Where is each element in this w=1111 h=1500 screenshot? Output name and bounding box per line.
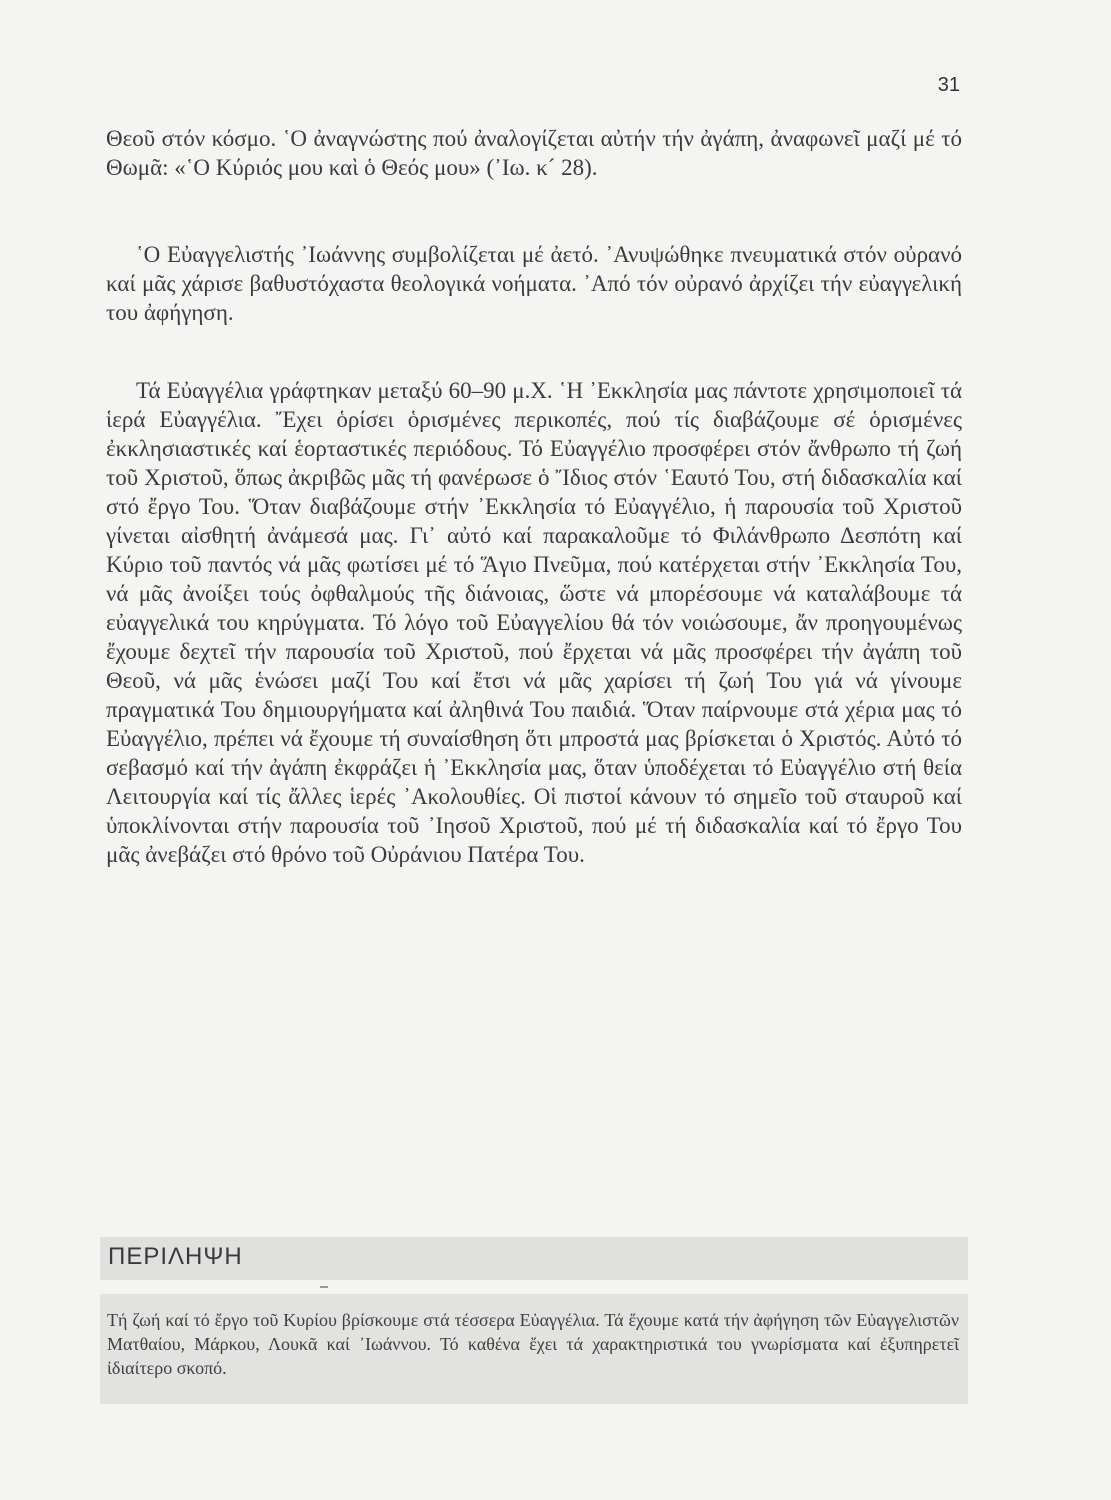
summary-text: Τή ζωή καί τό ἔργο τοῦ Κυρίου βρίσκουμε στά τέσσερα Εὐαγγέλια. Τά ἔχουμε κατά τήν ἀφήγηση τῶν Εὐαγγελιστῶν Ματθαίου, Μάρκου, Λουκᾶ καί ᾿Ιωάννου. Τό καθένα ἔχει τά χαρακτηριστικά του γνωρίσματα καί ἐξυπηρετεῖ ἰδιαίτερο σκοπό. bbox=[107, 1310, 959, 1378]
summary-box bbox=[100, 1294, 968, 1404]
paragraph-3: Τά Εὐαγγέλια γράφτηκαν μεταξύ 60–90 μ.Χ. ῾Η ᾿Εκκλησία μας πάντοτε χρησιμοποιεῖ τά ἱερά Εὐαγγέλια. Ἔχει ὁρίσει ὁρισμένες περικοπές, πού τίς διαβάζουμε σέ ὁρισμένες ἐκκλησιαστικές καί ἑορταστικές περιόδους. Τό Εὐαγγέλιο προσφέρει στόν ἄνθρωπο τή ζωή τοῦ Χριστοῦ, ὅπως ἀκριβῶς μᾶς τή φανέρωσε ὁ Ἴδιος στόν ῾Εαυτό Του, στή διδασκαλία καί στό ἔργο Του. Ὅταν διαβάζουμε στήν ᾿Εκκλησία τό Εὐαγγέλιο, ἡ παρουσία τοῦ Χριστοῦ γίνεται αἰσθητή ἀνάμεσά μας. Γι᾿ αὐτό καί παρακαλοῦμε τό Φιλάνθρωπο Δεσπότη καί Κύριο τοῦ παντός νά μᾶς φωτίσει μέ τό Ἅγιο Πνεῦμα, πού κατέρχεται στήν ᾿Εκκλησία Του, νά μᾶς ἀνοίξει τούς ὀφθαλμούς τῆς διάνοιας, ὥστε νά μπορέσουμε νά καταλάβουμε τά εὐαγγελικά του κηρύγματα. Τό λόγο τοῦ Εὐαγγελίου θά τόν νοιώσουμε, ἄν προηγουμένως ἔχουμε δεχτεῖ τήν παρουσία τοῦ Χριστοῦ, πού ἔρχεται νά μᾶς προσφέρει τήν ἀγάπη τοῦ Θεοῦ, νά μᾶς ἑνώσει μαζί Του καί ἔτσι νά μᾶς χαρίσει τή ζωή Του γιά νά γίνουμε πραγματικά Του δημιουργήματα καί ἀληθινά Του παιδιά. Ὅταν παίρνουμε στά χέρια μας τό Εὐαγγέλιο, πρέπει νά ἔχουμε τή συναίσθηση ὅτι μπροστά μας βρίσκεται ὁ Χριστός. Αὐτό τό σεβασμό καί τήν ἀγάπη ἐκφράζει ἡ ᾿Εκκλησία μας, ὅταν ὑποδέχεται τό Εὐαγγέλιο στή θεία Λειτουργία καί τίς ἄλλες ἱερές ᾿Ακολουθίες. Οἱ πιστοί κάνουν τό σημεῖο τοῦ σταυροῦ καί ὑποκλίνονται στήν παρουσία τοῦ ᾿Ιησοῦ Χριστοῦ, πού μέ τή διδασκαλία καί τό ἔργο Του μᾶς ἀνεβάζει στό θρόνο τοῦ Οὐράνιου Πατέρα Του. bbox=[106, 378, 962, 867]
summary-heading-band bbox=[100, 1237, 968, 1280]
decorative-dash bbox=[320, 1286, 328, 1288]
page-number: 31 bbox=[937, 74, 960, 96]
paragraph-2: ῾Ο Εὐαγγελιστής ᾿Ιωάννης συμβολίζεται μέ ἀετό. ᾿Ανυψώθηκε πνευματικά στόν οὐρανό καί μᾶς χάρισε βαθυστόχαστα θεολογικά νοήματα. ᾿Από τόν οὐρανό ἀρχίζει τήν εὐαγγελική του ἀφήγηση. bbox=[106, 242, 962, 325]
summary-heading: ΠΕΡΙΛΗΨΗ bbox=[108, 1243, 243, 1270]
paragraph-1: Θεοῦ στόν κόσμο. ῾Ο ἀναγνώστης πού ἀναλογίζεται αὐτήν τήν ἀγάπη, ἀναφωνεῖ μαζί μέ τό Θωμᾶ: «῾Ο Κύριός μου καὶ ὁ Θεός μου» (᾿Ιω. κ´ 28). bbox=[106, 126, 962, 180]
